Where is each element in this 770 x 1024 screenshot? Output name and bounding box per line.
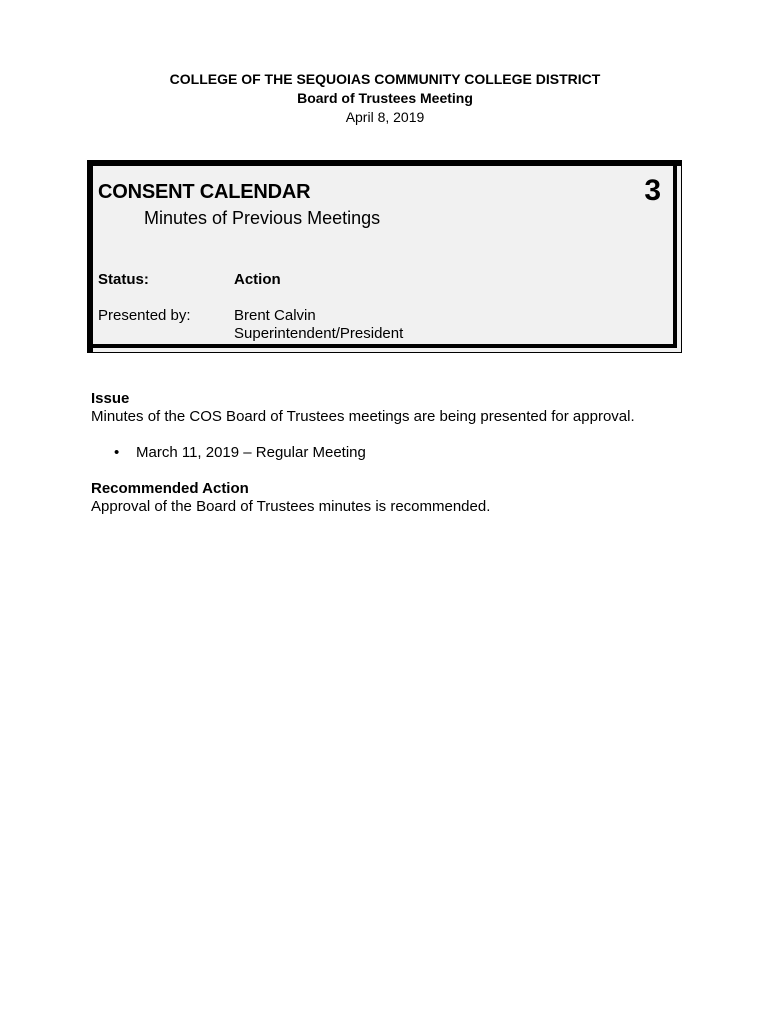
district-name: COLLEGE OF THE SEQUOIAS COMMUNITY COLLEGE DISTRICT <box>169 71 601 87</box>
meeting-title: Board of Trustees Meeting <box>297 90 473 106</box>
list-item-text: March 11, 2019 – Regular Meeting <box>136 444 366 461</box>
bullet-icon: • <box>114 444 120 461</box>
issue-heading: Issue <box>91 390 130 407</box>
presenter-label: Presented by: <box>98 307 191 324</box>
recommended-action-heading: Recommended Action <box>91 480 249 497</box>
agenda-item-box <box>87 160 682 353</box>
page-header <box>0 70 770 127</box>
document-body <box>91 390 691 516</box>
item-number: 3 <box>644 174 661 207</box>
item-subtitle: Minutes of Previous Meetings <box>144 208 381 228</box>
status-label-text: Status: <box>98 271 149 288</box>
presenter-name: Brent Calvin <box>234 307 316 324</box>
presenter-value <box>234 307 403 343</box>
status-value: Action <box>234 271 281 288</box>
meeting-date: April 8, 2019 <box>345 109 425 125</box>
presenter-title: Superintendent/President <box>234 325 404 342</box>
recommended-action-text: Approval of the Board of Trustees minutes is recommended. <box>91 498 491 515</box>
status-label <box>98 271 149 289</box>
list-item <box>114 444 691 462</box>
section-title: CONSENT CALENDAR <box>98 181 311 203</box>
issue-text: Minutes of the COS Board of Trustees meetings are being presented for approval. <box>91 408 635 425</box>
